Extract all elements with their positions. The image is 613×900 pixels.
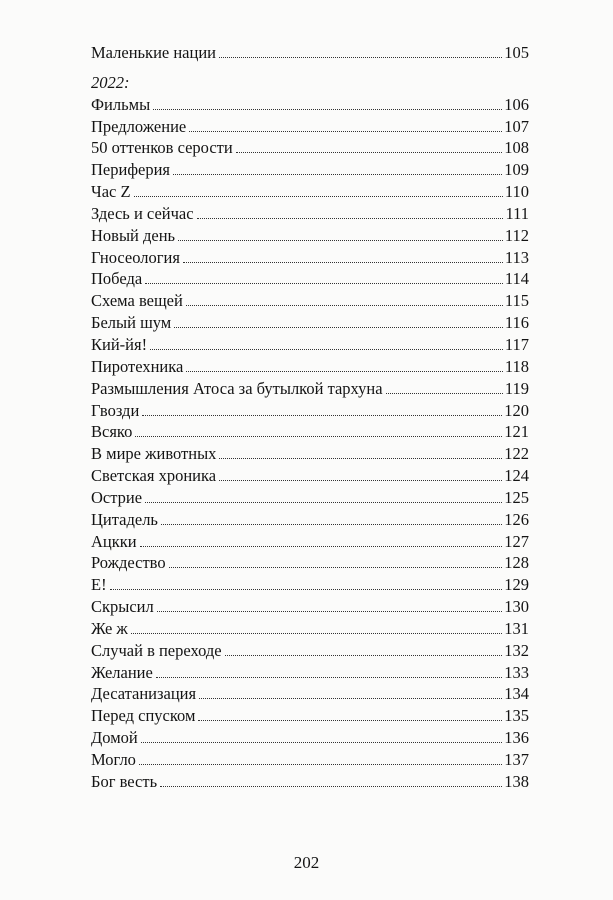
- toc-entry: [91, 225, 529, 247]
- toc-entry-page: 114: [504, 269, 529, 289]
- toc-entry-title: Периферия: [91, 160, 171, 180]
- dot-leader: [169, 567, 503, 568]
- toc-entry-page: 110: [504, 182, 529, 202]
- toc-entry-title: В мире животных: [91, 444, 217, 464]
- toc-entry-title: Кий-йя!: [91, 334, 148, 354]
- dot-leader: [110, 589, 503, 590]
- toc-entry-title: Всяко: [91, 422, 133, 442]
- table-of-contents: [91, 42, 529, 793]
- toc-entry: [91, 509, 529, 531]
- toc-entry-title: Схема вещей: [91, 291, 183, 311]
- toc-entry-page: 108: [504, 138, 529, 158]
- toc-entry-page: 118: [504, 356, 529, 376]
- toc-entry-page: 112: [504, 225, 529, 245]
- toc-entry-page: 124: [504, 466, 529, 486]
- toc-entry: [91, 181, 529, 203]
- dot-leader: [160, 786, 502, 787]
- toc-entry-title: Острие: [91, 487, 143, 507]
- dot-leader: [197, 218, 504, 219]
- toc-entry: [91, 268, 529, 290]
- toc-entry-page: 127: [504, 531, 529, 551]
- toc-entry-title: Гвозди: [91, 400, 140, 420]
- dot-leader: [386, 393, 503, 394]
- toc-entry-title: Десатанизация: [91, 684, 197, 704]
- dot-leader: [141, 742, 503, 743]
- toc-entry-title: Пиротехника: [91, 356, 184, 376]
- toc-entry: [91, 618, 529, 640]
- toc-entry: [91, 421, 529, 443]
- dot-leader: [183, 262, 503, 263]
- dot-leader: [140, 546, 503, 547]
- toc-entry: [91, 400, 529, 422]
- toc-entry-title: Рождество: [91, 553, 166, 573]
- toc-entry-page: 115: [504, 291, 529, 311]
- toc-entry-page: 105: [504, 43, 529, 62]
- toc-entry-title: Могло: [91, 750, 136, 769]
- toc-entry: [91, 203, 529, 225]
- toc-entry: [91, 552, 529, 574]
- toc-entry: [91, 137, 529, 159]
- toc-entry: [91, 487, 529, 509]
- toc-entry-title: Желание: [91, 662, 153, 682]
- toc-entry-title: Же ж: [91, 618, 128, 638]
- toc-entry: [91, 749, 529, 771]
- toc-entry: [91, 378, 529, 400]
- dot-leader: [131, 633, 502, 634]
- toc-entry: [91, 116, 529, 138]
- toc-entry: [91, 334, 529, 356]
- toc-entry-title: Размышления Атоса за бутылкой тархуна: [91, 378, 383, 398]
- toc-entry-title: Случай в переходе: [91, 640, 222, 660]
- toc-entry-page: 128: [504, 553, 529, 573]
- toc-entry-page: 117: [504, 334, 529, 354]
- toc-entry: [91, 531, 529, 553]
- toc-entry: [91, 312, 529, 334]
- dot-leader: [134, 196, 503, 197]
- dot-leader: [219, 458, 502, 459]
- toc-entry: [91, 247, 529, 269]
- dot-leader: [186, 305, 503, 306]
- year-heading: 2022:: [91, 72, 130, 92]
- toc-entry-page: 111: [505, 203, 529, 223]
- toc-entry-title: Ацкки: [91, 531, 137, 551]
- dot-leader: [189, 131, 502, 132]
- toc-entry: [91, 662, 529, 684]
- toc-entry-page: 125: [504, 487, 529, 507]
- toc-entry-page: 122: [504, 444, 529, 464]
- dot-leader: [157, 611, 503, 612]
- dot-leader: [156, 677, 502, 678]
- toc-entry-page: 132: [504, 640, 529, 660]
- toc-entry-page: 130: [504, 597, 529, 617]
- toc-entry-title: Светская хроника: [91, 466, 217, 486]
- toc-entry: [91, 705, 529, 727]
- dot-leader: [186, 371, 503, 372]
- toc-entry-page: 106: [504, 94, 529, 114]
- toc-entry-title: Цитадель: [91, 509, 158, 529]
- toc-entry: [91, 596, 529, 618]
- toc-entry-title: Гносеология: [91, 247, 180, 267]
- toc-entry-page: 133: [504, 662, 529, 682]
- toc-entry-page: 113: [504, 247, 529, 267]
- toc-entry-page: 120: [504, 400, 529, 420]
- toc-entry-page: 137: [504, 750, 529, 769]
- toc-entry-title: Перед спуском: [91, 706, 196, 726]
- toc-entry-page: 126: [504, 509, 529, 529]
- toc-entry: [91, 574, 529, 596]
- toc-entry-title: Час Z: [91, 182, 131, 202]
- dot-leader: [135, 436, 502, 437]
- dot-leader: [219, 57, 502, 58]
- dot-leader: [236, 152, 503, 153]
- toc-entry-list: [91, 94, 529, 793]
- toc-entry: [91, 290, 529, 312]
- dot-leader: [145, 283, 503, 284]
- toc-entry-title: Новый день: [91, 225, 176, 245]
- toc-entry: [91, 159, 529, 181]
- dot-leader: [225, 655, 503, 656]
- toc-entry-title: 50 оттенков серости: [91, 138, 233, 158]
- toc-entry-page: 116: [504, 313, 529, 333]
- toc-entry-page: 138: [504, 771, 529, 791]
- dot-leader: [199, 698, 502, 699]
- toc-entry: [91, 443, 529, 465]
- toc-entry-page: 136: [504, 728, 529, 748]
- dot-leader: [145, 502, 502, 503]
- toc-entry-title: Предложение: [91, 116, 187, 136]
- dot-leader: [198, 720, 502, 721]
- page-number: 202: [293, 853, 320, 872]
- toc-entry-title: Маленькие нации: [91, 43, 216, 62]
- toc-entry-page: 109: [504, 160, 529, 180]
- toc-entry-page: 129: [504, 575, 529, 595]
- toc-entry-page: 135: [504, 706, 529, 726]
- dot-leader: [153, 109, 502, 110]
- toc-entry-page: 131: [504, 618, 529, 638]
- toc-entry-title: Победа: [91, 269, 143, 289]
- toc-entry-title: Фильмы: [91, 94, 151, 114]
- toc-entry-title: Домой: [91, 728, 138, 748]
- toc-entry-title: Скрысил: [91, 597, 154, 617]
- toc-entry-title: Бог весть: [91, 771, 158, 791]
- dot-leader: [161, 524, 502, 525]
- toc-entry-page: 119: [504, 378, 529, 398]
- dot-leader: [139, 764, 502, 765]
- dot-leader: [142, 415, 502, 416]
- toc-entry-page: 121: [504, 422, 529, 442]
- toc-entry-title: Здесь и сейчас: [91, 203, 194, 223]
- toc-entry-title: Е!: [91, 575, 107, 595]
- toc-entry-page: 134: [504, 684, 529, 704]
- toc-entry: [91, 771, 529, 793]
- toc-entry: [91, 42, 529, 64]
- toc-entry: [91, 727, 529, 749]
- dot-leader: [150, 349, 503, 350]
- toc-entry: [91, 94, 529, 116]
- dot-leader: [173, 174, 502, 175]
- toc-entry-page: 107: [504, 116, 529, 136]
- toc-entry: [91, 465, 529, 487]
- dot-leader: [174, 327, 503, 328]
- toc-entry-title: Белый шум: [91, 313, 172, 333]
- toc-entry: [91, 683, 529, 705]
- dot-leader: [178, 240, 503, 241]
- dot-leader: [219, 480, 502, 481]
- toc-entry: [91, 640, 529, 662]
- toc-entry: [91, 356, 529, 378]
